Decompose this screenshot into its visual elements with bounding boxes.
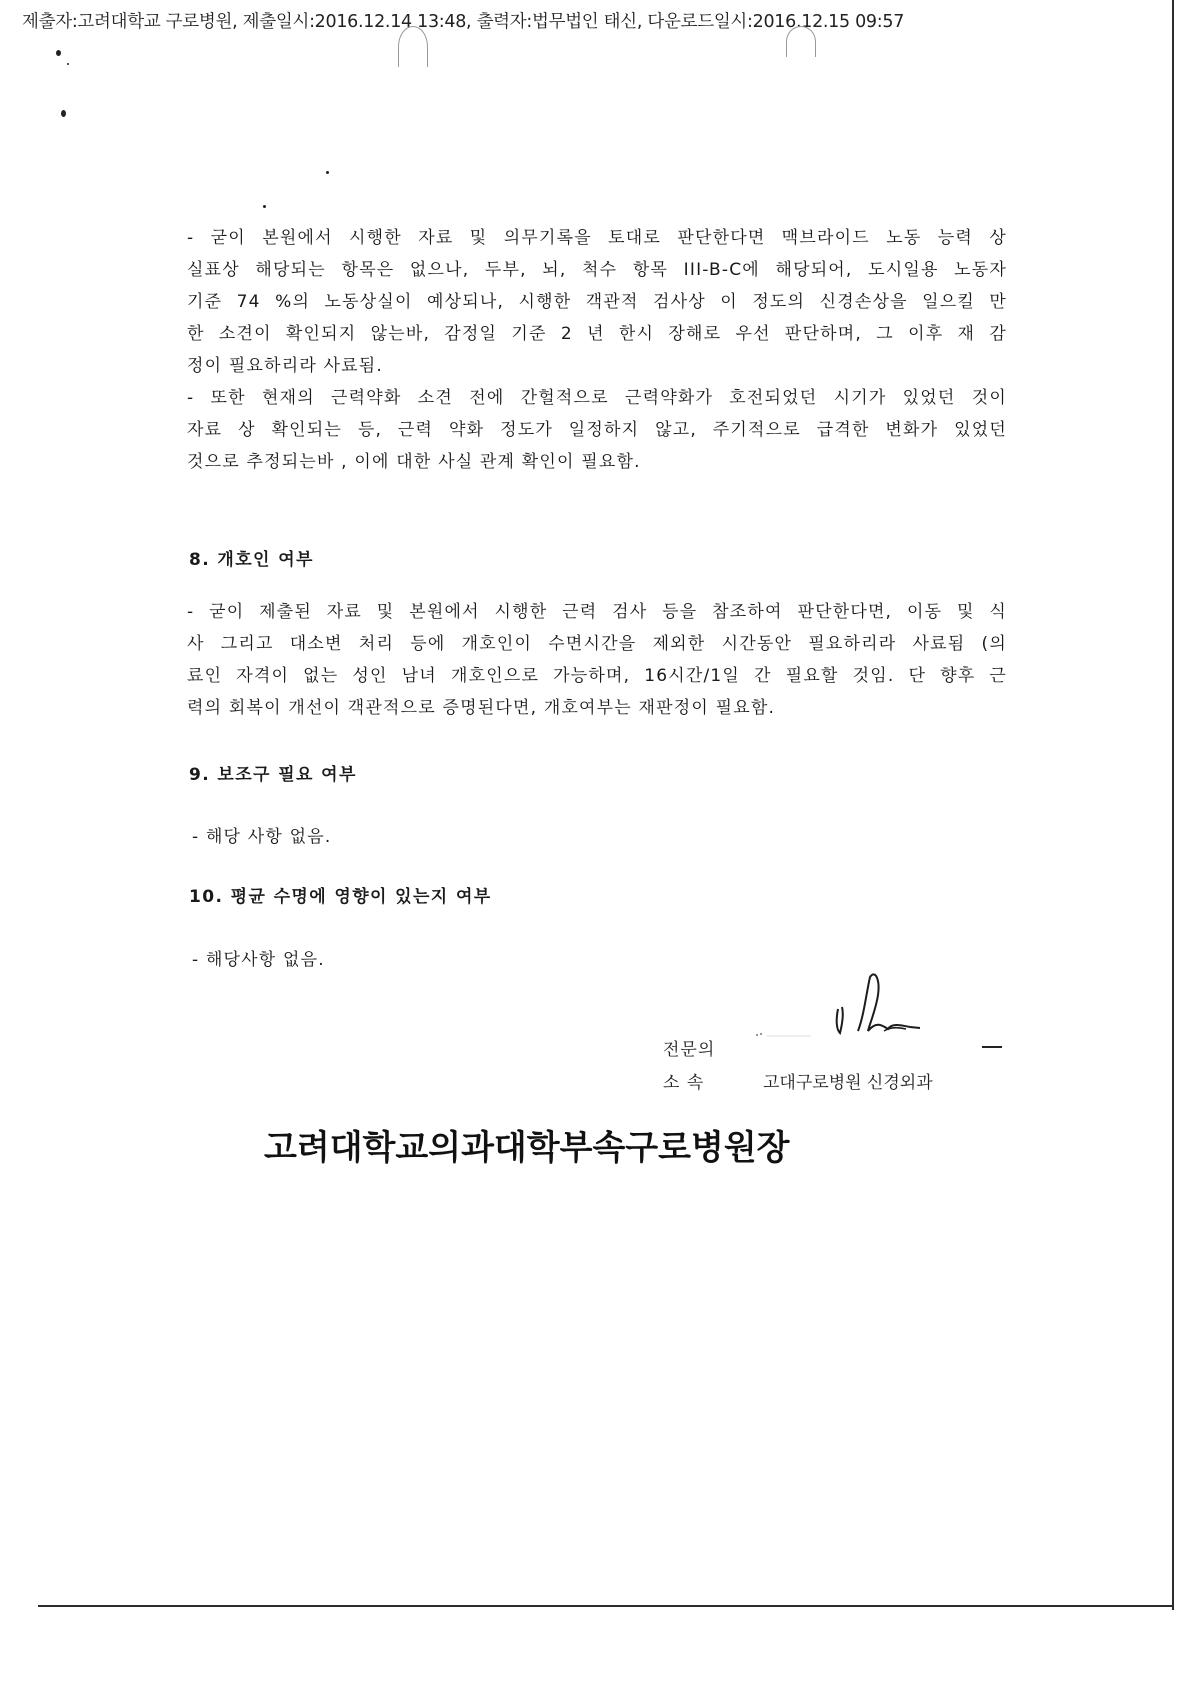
section10-item: - 해당사항 없음. [192, 950, 325, 970]
page-right-edge [1172, 0, 1174, 1610]
section9-item: - 해당 사항 없음. [192, 827, 332, 847]
section7-line: 자료 상 확인되는 등, 근력 약화 정도가 일정하지 않고, 주기적으로 급격한 변화가 있었던 [187, 420, 1007, 440]
section8-heading: 8. 개호인 여부 [189, 550, 314, 570]
page-bottom-rule [38, 1605, 1174, 1607]
section8-line: 사 그리고 대소변 처리 등에 개호인이 수면시간을 제외한 시간동안 필요하리라 사료됨 (의 [187, 634, 1007, 654]
redacted-name-mark [755, 1031, 813, 1041]
scan-speck [67, 63, 69, 65]
section7-body [187, 222, 1007, 478]
scan-speck [56, 50, 61, 56]
section9-heading: 9. 보조구 필요 여부 [189, 765, 357, 785]
scan-speck [263, 205, 266, 208]
issuer-title: 고려대학교의과대학부속구로병원장 [264, 1128, 790, 1168]
scan-speck [326, 171, 329, 174]
section8-line: 력의 회복이 개선이 객관적으로 증명된다면, 개호여부는 재판정이 필요함. [187, 698, 776, 718]
scan-stain [398, 26, 428, 67]
section7-line: 것으로 추정되는바 , 이에 대한 사실 관계 확인이 필요함. [187, 452, 641, 472]
section7-line: - 굳이 본원에서 시행한 자료 및 의무기록을 토대로 판단한다면 맥브라이드 노동 능력 상 [187, 228, 1007, 248]
section7-line: 기준 74 %의 노동상실이 예상되나, 시행한 객관적 검사상 이 정도의 신경손상을 일으킬 만 [187, 292, 1007, 312]
section8-line: - 굳이 제출된 자료 및 본원에서 시행한 근력 검사 등을 참조하여 판단한다면, 이동 및 식 [187, 602, 1007, 622]
handwritten-signature [820, 965, 930, 1044]
scan-stain [786, 26, 816, 57]
document-header: 제출자:고려대학교 구로병원, 제출일시:2016.12.14 13:48, 출력자:법무법인 태신, 다운로드일시:2016.12.15 09:57 [22, 12, 905, 32]
section7-line: - 또한 현재의 근력약화 소견 전에 간헐적으로 근력약화가 호전되었던 시기가 있었던 것이 [187, 388, 1007, 408]
affiliation-value: 고대구로병원 신경외과 [763, 1073, 933, 1093]
section10-heading: 10. 평균 수명에 영향이 있는지 여부 [189, 887, 492, 907]
affiliation-label: 소 속 [663, 1073, 705, 1093]
specialist-label: 전문의 [663, 1040, 716, 1060]
section8-line: 료인 자격이 없는 성인 남녀 개호인으로 가능하며, 16시간/1일 간 필요할 것임. 단 향후 근 [187, 666, 1007, 686]
section7-line: 한 소견이 확인되지 않는바, 감정일 기준 2 년 한시 장해로 우선 판단하며, 그 이후 재 감 [187, 324, 1007, 344]
section7-line: 실표상 해당되는 항목은 없으나, 두부, 뇌, 척수 항목 III-B-C에 해당되어, 도시일용 노동자 [187, 260, 1007, 280]
section8-body [187, 596, 1007, 724]
section7-line: 정이 필요하리라 사료됨. [187, 356, 384, 376]
signature-dash [982, 1046, 1002, 1048]
scan-speck [61, 110, 66, 117]
